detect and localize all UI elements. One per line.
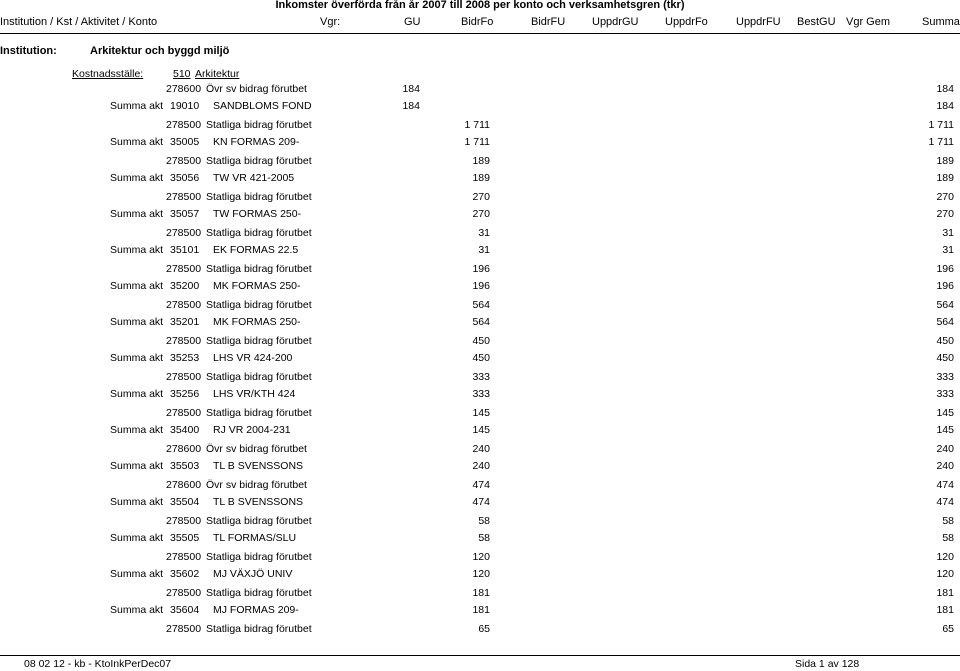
aktivitet-name: MK FORMAS 250- — [213, 280, 301, 292]
konto-summa: 184 — [936, 83, 954, 95]
aktivitet-number: 35005 — [170, 136, 200, 148]
summa-akt-label: Summa akt — [110, 316, 164, 328]
konto-value: 1 711 — [464, 119, 490, 131]
konto-value: 184 — [402, 83, 420, 95]
konto-value: 181 — [472, 587, 490, 599]
aktivitet-name: TL B SVENSSONS — [213, 496, 304, 508]
aktivitet-name: LHS VR 424-200 — [213, 352, 293, 364]
aktivitet-number: 35101 — [170, 244, 200, 256]
aktivitet-name: EK FORMAS 22.5 — [213, 244, 299, 256]
aktivitet-value: 564 — [472, 316, 490, 328]
aktivitet-name: MJ VÄXJÖ UNIV — [213, 568, 293, 580]
konto-name: Övr sv bidrag förutbet — [206, 479, 307, 491]
aktivitet-number: 35256 — [170, 388, 200, 400]
konto-number: 278500 — [166, 263, 202, 275]
konto-name: Statliga bidrag förutbet — [206, 623, 312, 635]
konto-summa: 31 — [942, 227, 954, 239]
konto-number: 278600 — [166, 479, 202, 491]
konto-number: 278500 — [166, 119, 202, 131]
aktivitet-name: TW VR 421-2005 — [213, 172, 295, 184]
header-divider — [0, 33, 960, 34]
konto-number: 278600 — [166, 443, 202, 455]
aktivitet-value: 181 — [472, 604, 490, 616]
col-bidrfo: BidrFo — [461, 16, 494, 28]
path-label: Institution / Kst / Aktivitet / Konto — [0, 16, 158, 28]
aktivitet-value: 189 — [472, 172, 490, 184]
col-gu: GU — [404, 16, 421, 28]
aktivitet-name: MJ FORMAS 209- — [213, 604, 299, 616]
col-summa: Summa — [922, 16, 960, 28]
konto-summa: 145 — [936, 407, 954, 419]
konto-name: Statliga bidrag förutbet — [206, 299, 312, 311]
footer-divider — [0, 655, 960, 656]
konto-number: 278500 — [166, 227, 202, 239]
summa-akt-label: Summa akt — [110, 424, 164, 436]
aktivitet-summa: 58 — [942, 532, 954, 544]
konto-number: 278500 — [166, 299, 202, 311]
institution-name: Arkitektur och byggd miljö — [90, 45, 230, 57]
konto-summa: 564 — [936, 299, 954, 311]
konto-summa: 181 — [936, 587, 954, 599]
aktivitet-summa: 181 — [936, 604, 954, 616]
aktivitet-value: 240 — [472, 460, 490, 472]
aktivitet-name: LHS VR/KTH 424 — [213, 388, 296, 400]
col-uppdrgu: UppdrGU — [592, 16, 639, 28]
konto-name: Övr sv bidrag förutbet — [206, 443, 307, 455]
konto-number: 278500 — [166, 191, 202, 203]
konto-summa: 474 — [936, 479, 954, 491]
aktivitet-value: 333 — [472, 388, 490, 400]
aktivitet-value: 58 — [478, 532, 490, 544]
konto-name: Statliga bidrag förutbet — [206, 119, 312, 131]
konto-number: 278500 — [166, 551, 202, 563]
konto-value: 31 — [478, 227, 490, 239]
konto-summa: 270 — [936, 191, 954, 203]
konto-name: Statliga bidrag förutbet — [206, 335, 312, 347]
aktivitet-summa: 240 — [936, 460, 954, 472]
summa-akt-label: Summa akt — [110, 568, 164, 580]
aktivitet-name: MK FORMAS 250- — [213, 316, 301, 328]
konto-summa: 333 — [936, 371, 954, 383]
aktivitet-number: 35057 — [170, 208, 200, 220]
kostnadsstalle-label: Kostnadsställe: — [72, 68, 144, 80]
aktivitet-number: 35201 — [170, 316, 200, 328]
aktivitet-number: 35200 — [170, 280, 200, 292]
summa-akt-label: Summa akt — [110, 100, 164, 112]
aktivitet-number: 35056 — [170, 172, 200, 184]
aktivitet-value: 474 — [472, 496, 490, 508]
aktivitet-name: TW FORMAS 250- — [213, 208, 302, 220]
aktivitet-summa: 31 — [942, 244, 954, 256]
konto-name: Statliga bidrag förutbet — [206, 155, 312, 167]
konto-summa: 189 — [936, 155, 954, 167]
konto-number: 278500 — [166, 371, 202, 383]
aktivitet-number: 35504 — [170, 496, 200, 508]
col-vgr-gem: Vgr Gem — [846, 16, 891, 28]
aktivitet-name: SANDBLOMS FOND — [213, 100, 312, 112]
aktivitet-summa: 120 — [936, 568, 954, 580]
konto-summa: 58 — [942, 515, 954, 527]
aktivitet-summa: 564 — [936, 316, 954, 328]
konto-value: 196 — [472, 263, 490, 275]
konto-number: 278500 — [166, 407, 202, 419]
aktivitet-summa: 189 — [936, 172, 954, 184]
aktivitet-summa: 1 711 — [928, 136, 954, 148]
aktivitet-summa: 196 — [936, 280, 954, 292]
aktivitet-number: 35604 — [170, 604, 200, 616]
konto-name: Statliga bidrag förutbet — [206, 587, 312, 599]
konto-value: 450 — [472, 335, 490, 347]
konto-number: 278500 — [166, 587, 202, 599]
aktivitet-name: RJ VR 2004-231 — [213, 424, 291, 436]
summa-akt-label: Summa akt — [110, 604, 164, 616]
aktivitet-name: TL B SVENSSONS — [213, 460, 304, 472]
aktivitet-value: 120 — [472, 568, 490, 580]
summa-akt-label: Summa akt — [110, 244, 164, 256]
aktivitet-value: 270 — [472, 208, 490, 220]
aktivitet-number: 35253 — [170, 352, 200, 364]
konto-number: 278500 — [166, 515, 202, 527]
konto-value: 564 — [472, 299, 490, 311]
konto-name: Övr sv bidrag förutbet — [206, 83, 307, 95]
aktivitet-value: 450 — [472, 352, 490, 364]
kostnadsstalle-name: Arkitektur — [195, 68, 240, 80]
konto-summa: 65 — [942, 623, 954, 635]
aktivitet-number: 35400 — [170, 424, 200, 436]
konto-value: 120 — [472, 551, 490, 563]
summa-akt-label: Summa akt — [110, 136, 164, 148]
summa-akt-label: Summa akt — [110, 496, 164, 508]
konto-name: Statliga bidrag förutbet — [206, 371, 312, 383]
aktivitet-name: KN FORMAS 209- — [213, 136, 300, 148]
konto-name: Statliga bidrag förutbet — [206, 227, 312, 239]
summa-akt-label: Summa akt — [110, 388, 164, 400]
konto-value: 65 — [478, 623, 490, 635]
footer-report-id: 08 02 12 - kb - KtoInkPerDec07 — [24, 658, 172, 670]
konto-value: 333 — [472, 371, 490, 383]
aktivitet-value: 1 711 — [464, 136, 490, 148]
konto-number: 278600 — [166, 83, 202, 95]
konto-value: 474 — [472, 479, 490, 491]
konto-name: Statliga bidrag förutbet — [206, 515, 312, 527]
aktivitet-value: 31 — [478, 244, 490, 256]
aktivitet-number: 19010 — [170, 100, 200, 112]
summa-akt-label: Summa akt — [110, 172, 164, 184]
konto-summa: 450 — [936, 335, 954, 347]
aktivitet-value: 184 — [402, 100, 420, 112]
aktivitet-value: 145 — [472, 424, 490, 436]
aktivitet-summa: 145 — [936, 424, 954, 436]
col-vgr: Vgr: — [320, 16, 341, 28]
aktivitet-value: 196 — [472, 280, 490, 292]
konto-value: 145 — [472, 407, 490, 419]
col-bestgu: BestGU — [797, 16, 836, 28]
konto-number: 278500 — [166, 155, 202, 167]
aktivitet-number: 35602 — [170, 568, 200, 580]
summa-akt-label: Summa akt — [110, 208, 164, 220]
konto-number: 278500 — [166, 335, 202, 347]
konto-name: Statliga bidrag förutbet — [206, 407, 312, 419]
institution-label: Institution: — [0, 45, 57, 57]
kostnadsstalle-code: 510 — [173, 68, 191, 80]
konto-summa: 120 — [936, 551, 954, 563]
col-bidrfu: BidrFU — [531, 16, 566, 28]
aktivitet-summa: 474 — [936, 496, 954, 508]
report-title: Inkomster överförda från år 2007 till 2008 per konto och verksamhetsgren (tkr) — [275, 0, 685, 11]
aktivitet-summa: 333 — [936, 388, 954, 400]
aktivitet-summa: 184 — [936, 100, 954, 112]
konto-value: 240 — [472, 443, 490, 455]
summa-akt-label: Summa akt — [110, 352, 164, 364]
summa-akt-label: Summa akt — [110, 280, 164, 292]
aktivitet-number: 35503 — [170, 460, 200, 472]
konto-value: 58 — [478, 515, 490, 527]
konto-name: Statliga bidrag förutbet — [206, 551, 312, 563]
footer-page-number: Sida 1 av 128 — [795, 658, 860, 670]
konto-summa: 196 — [936, 263, 954, 275]
konto-value: 189 — [472, 155, 490, 167]
aktivitet-number: 35505 — [170, 532, 200, 544]
konto-summa: 1 711 — [928, 119, 954, 131]
konto-summa: 240 — [936, 443, 954, 455]
summa-akt-label: Summa akt — [110, 460, 164, 472]
konto-name: Statliga bidrag förutbet — [206, 263, 312, 275]
col-uppdrfu: UppdrFU — [736, 16, 781, 28]
aktivitet-summa: 450 — [936, 352, 954, 364]
summa-akt-label: Summa akt — [110, 532, 164, 544]
konto-value: 270 — [472, 191, 490, 203]
konto-name: Statliga bidrag förutbet — [206, 191, 312, 203]
konto-number: 278500 — [166, 623, 202, 635]
aktivitet-summa: 270 — [936, 208, 954, 220]
aktivitet-name: TL FORMAS/SLU — [213, 532, 297, 544]
col-uppdrfo: UppdrFo — [665, 16, 708, 28]
